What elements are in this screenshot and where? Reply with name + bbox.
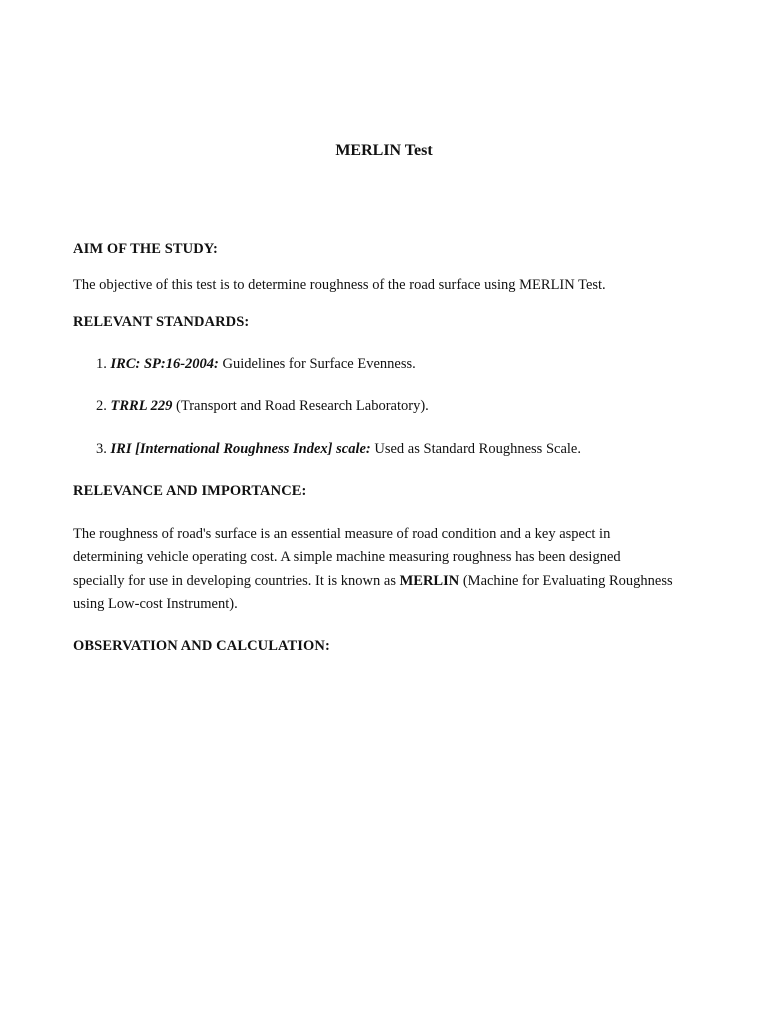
- list-number: 2.: [96, 398, 107, 414]
- list-number: 3.: [96, 441, 107, 457]
- standards-heading: RELEVANT STANDARDS:: [73, 314, 250, 330]
- relevance-text: [73, 523, 673, 616]
- standard-desc: Used as Standard Roughness Scale.: [374, 441, 581, 457]
- standard-term: IRI [International Roughness Index] scale:: [110, 441, 371, 457]
- aim-text: The objective of this test is to determine roughness of the road surface using MERLIN Test.: [73, 277, 606, 293]
- document-title: MERLIN Test: [335, 142, 433, 159]
- observation-heading: OBSERVATION AND CALCULATION:: [73, 638, 330, 654]
- standard-item-2: [96, 397, 429, 415]
- relevance-heading: RELEVANCE AND IMPORTANCE:: [73, 483, 307, 499]
- standard-desc: Guidelines for Surface Evenness.: [222, 356, 416, 372]
- relevance-text-before: The roughness of road's surface is an essential measure of road condition and a key aspect in determining vehicle operating cost. A simple machine measuring roughness has been designed specially for use in developing countries. It is known as: [73, 526, 621, 589]
- list-number: 1.: [96, 356, 107, 372]
- standard-item-1: [96, 355, 416, 373]
- standard-desc: (Transport and Road Research Laboratory).: [176, 398, 429, 414]
- aim-heading: AIM OF THE STUDY:: [73, 241, 218, 257]
- standard-term: IRC: SP:16-2004:: [110, 356, 219, 372]
- standard-term: TRRL 229: [110, 398, 173, 414]
- merlin-term: MERLIN: [399, 572, 460, 589]
- relevance-text-after: (Machine for Evaluating Roughness using Low-cost Instrument).: [73, 572, 673, 612]
- standard-item-3: [96, 440, 581, 458]
